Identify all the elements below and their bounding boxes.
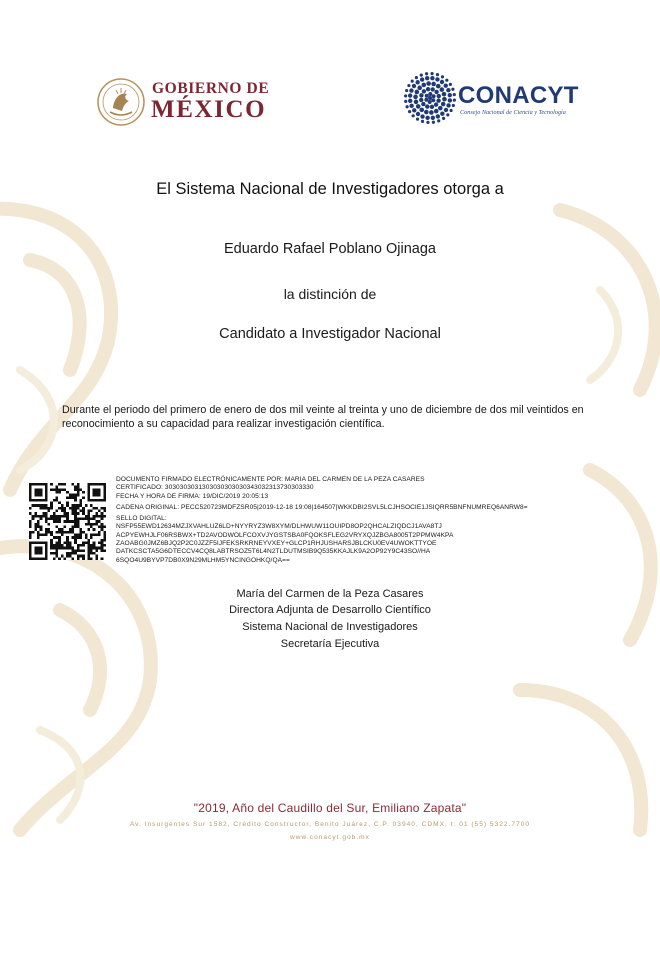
signer-office: Secretaría Ejecutiva xyxy=(280,638,380,650)
sello-line: DATKCSCTA5G6DTECCV4CQ8LABTRSOZ5T6L4N2TLDUTMSIB9Q535KKAJLK9A2OP92Y9C43SO//HA xyxy=(116,548,431,556)
distinction-intro: la distinción de xyxy=(283,286,377,302)
signer-institution: Sistema Nacional de Investigadores xyxy=(242,621,418,633)
cadena-original: CADENA ORIGINAL: PECC520723MDFZSR05|2019-12-18 19:08|164507|WKKDBI2SVL5LCJHSOCIE1JSIQRR5BNFNUMREQ6ANRW8= xyxy=(116,503,528,511)
footer-address: Av. Insurgentes Sur 1582, Crédito Constructor, Benito Juárez, C.P. 03940, CDMX, t: 01 (55) 5322.7700 xyxy=(129,821,531,828)
conacyt-tagline: Consejo Nacional de Ciencia y Tecnología xyxy=(460,109,566,116)
gobierno-line2: MÉXICO xyxy=(151,96,267,123)
national-seal-icon xyxy=(96,76,146,128)
gobierno-de-mexico-logo xyxy=(96,76,276,132)
footer-website: www.conacyt.gob.mx xyxy=(290,834,370,841)
certificate-line: CERTIFICADO: 3030303031303030303030343032313730303330 xyxy=(116,484,314,492)
distinction-title: Candidato a Investigador Nacional xyxy=(219,326,441,342)
electronic-signature-block xyxy=(116,476,636,565)
signer-name: María del Carmen de la Peza Casares xyxy=(236,588,424,600)
sello-line: NSFP55EWD12634MZJXVAHLUZ6LD+NYYRYZ3W8XYM/DLHWUW11OUIPD8OP2QHCALZIQDCJ1AVA8TJ xyxy=(116,523,442,531)
signature-datetime: FECHA Y HORA DE FIRMA: 19/DIC/2019 20:05:13 xyxy=(116,492,269,500)
footer-motto: "2019, Año del Caudillo del Sur, Emiliano Zapata" xyxy=(193,801,467,815)
sello-label: SELLO DIGITAL: xyxy=(116,515,167,523)
sello-line: ZAOABG0JMZ6BJQ2P2C0JZZF5IJFEKSRKRNEYVXEY+GLCP1RHJUSHARSJBLCKU0EV4UWOKTTYOE xyxy=(116,540,437,548)
signer-position: Directora Adjunta de Desarrollo Científico xyxy=(229,604,431,616)
qr-code xyxy=(29,483,106,560)
conacyt-logo xyxy=(404,72,604,130)
certificate-title: El Sistema Nacional de Investigadores otorga a xyxy=(156,180,504,198)
signed-by-line: DOCUMENTO FIRMADO ELECTRÓNICAMENTE POR: MARIA DEL CARMEN DE LA PEZA CASARES xyxy=(116,476,425,483)
conacyt-dots-icon xyxy=(404,72,456,124)
sello-line: 6SQO4U9BYVP7DB0X9N29MLHM5YNCINGOHKQ/QA== xyxy=(116,556,290,564)
period-text: Durante el periodo del primero de enero de dos mil veinte al treinta y uno de diciembre de dos mil veintidos en reconocimiento a su capacidad para realizar investigación científica. xyxy=(62,404,584,430)
gobierno-line1: GOBIERNO DE xyxy=(152,80,270,97)
recipient-name: Eduardo Rafael Poblano Ojinaga xyxy=(223,241,436,257)
conacyt-name: CONACYT xyxy=(458,82,579,109)
sello-line: ACPYEWHJLF06RSBWX+TD2AVODWOLFCOXVJYGSTSBA0FQOKSFLEG2VRYXQJZBGA8005T2PPMW4KPA xyxy=(116,531,454,539)
